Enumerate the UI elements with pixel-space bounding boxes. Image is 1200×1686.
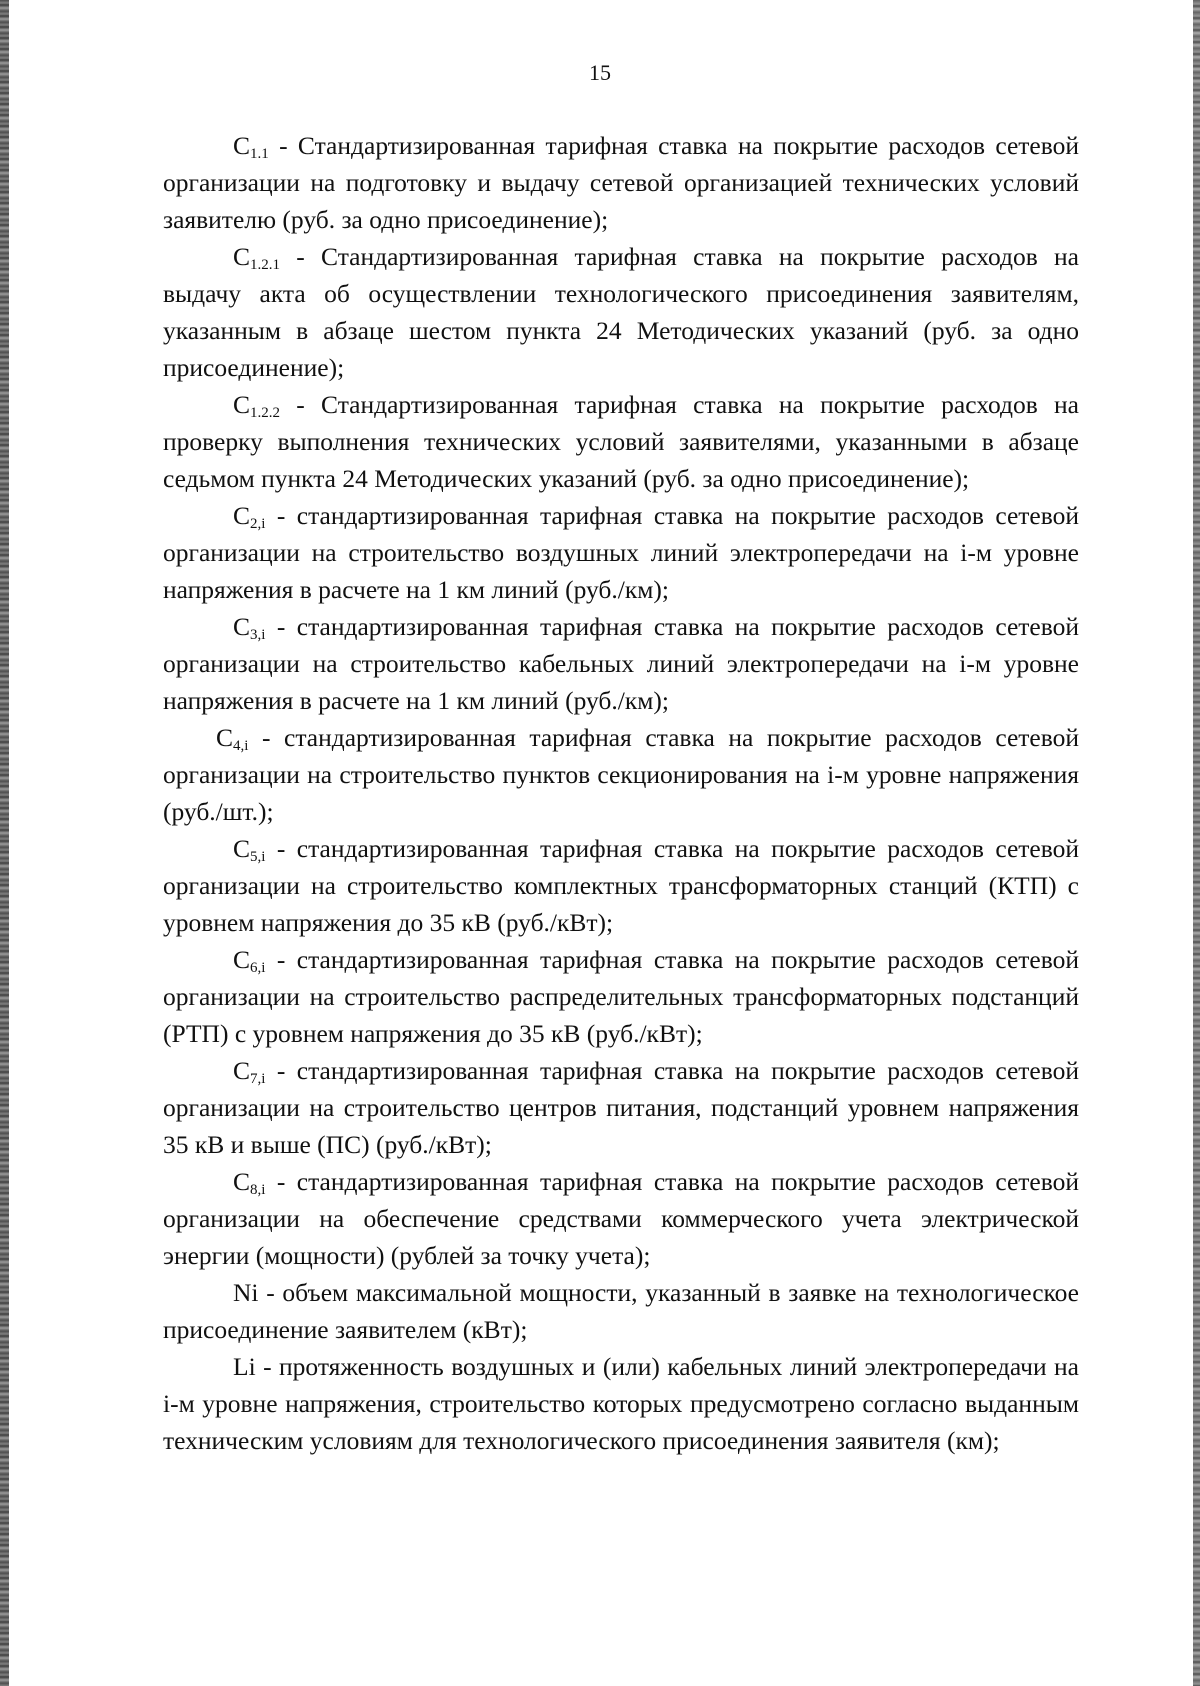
page-number: 15 <box>589 60 611 85</box>
definition-text: - стандартизированная тарифная ставка на покрытие расходов сетевой организации на строительство воздушных линий электропередачи на i-м уровне напряжения в расчете на 1 км линий (руб./км); <box>163 501 1079 604</box>
definition-text: - протяженность воздушных и (или) кабельных линий электропередачи на i-м уровне напряжения, строительство которых предусмотрено согласно выданным техническим условиям для технологического присоединения заявителя (км); <box>163 1352 1079 1455</box>
definition-c5-i <box>163 830 1079 941</box>
definition-symbol: Ni <box>233 1278 259 1307</box>
scan-edge-right <box>1193 0 1200 1686</box>
definition-symbol: $C_{3,i}$ <box>233 612 266 643</box>
definition-c7-i <box>163 1052 1079 1163</box>
definition-c8-i <box>163 1163 1079 1274</box>
definition-symbol: Li <box>233 1352 256 1381</box>
definition-text: - объем максимальной мощности, указанный в заявке на технологическое присоединение заявителем (кВт); <box>163 1278 1079 1344</box>
definition-c1-2-1 <box>163 238 1079 386</box>
document-body <box>163 127 1079 1459</box>
scan-edge-left <box>0 0 9 1686</box>
definition-symbol: $C_{8,i}$ <box>233 1167 266 1198</box>
definition-text: - стандартизированная тарифная ставка на покрытие расходов сетевой организации на строительство пунктов секционирования на i-м уровне напряжения (руб./шт.); <box>163 723 1079 826</box>
definition-c2-i <box>163 497 1079 608</box>
definition-symbol: $C_{4,i}$ <box>216 723 249 754</box>
definition-text: - стандартизированная тарифная ставка на покрытие расходов сетевой организации на строительство центров питания, подстанций уровнем напряжения 35 кВ и выше (ПС) (руб./кВт); <box>163 1056 1079 1159</box>
definition-symbol: $C_{1.2.1}$ <box>233 242 281 273</box>
definition-text: - стандартизированная тарифная ставка на покрытие расходов сетевой организации на строительство комплектных трансформаторных станций (КТП) с уровнем напряжения до 35 кВ (руб./кВт); <box>163 834 1079 937</box>
definition-text: - Стандартизированная тарифная ставка на покрытие расходов сетевой организации на подготовку и выдачу сетевой организацией технических условий заявителю (руб. за одно присоединение); <box>163 131 1079 234</box>
definition-text: - стандартизированная тарифная ставка на покрытие расходов сетевой организации на обеспечение средствами коммерческого учета электрической энергии (мощности) (рублей за точку учета); <box>163 1167 1079 1270</box>
definition-text: - стандартизированная тарифная ставка на покрытие расходов сетевой организации на строительство распределительных трансформаторных подстанций (РТП) с уровнем напряжения до 35 кВ (руб./кВт); <box>163 945 1079 1048</box>
definition-c1-2-2 <box>163 386 1079 497</box>
definition-symbol: $C_{5,i}$ <box>233 834 266 865</box>
definition-c4-i <box>163 719 1079 830</box>
definition-symbol: $C_{7,i}$ <box>233 1056 266 1087</box>
definition-li <box>163 1348 1079 1459</box>
definition-text: - Стандартизированная тарифная ставка на покрытие расходов на проверку выполнения технических условий заявителями, указанными в абзаце седьмом пункта 24 Методических указаний (руб. за одно присоединение); <box>163 390 1079 493</box>
definition-symbol: $C_{6,i}$ <box>233 945 266 976</box>
definition-symbol: $C_{2,i}$ <box>233 501 266 532</box>
definition-text: - Стандартизированная тарифная ставка на покрытие расходов на выдачу акта об осуществлении технологического присоединения заявителям, указанным в абзаце шестом пункта 24 Методических указаний (руб. за одно присоединение); <box>163 242 1079 382</box>
definition-c1-1 <box>163 127 1079 238</box>
definition-c3-i <box>163 608 1079 719</box>
definition-symbol: $C_{1.1}$ <box>233 131 269 162</box>
definition-text: - стандартизированная тарифная ставка на покрытие расходов сетевой организации на строительство кабельных линий электропередачи на i-м уровне напряжения в расчете на 1 км линий (руб./км); <box>163 612 1079 715</box>
definition-ni <box>163 1274 1079 1348</box>
definition-symbol: $C_{1.2.2}$ <box>233 390 281 421</box>
definition-c6-i <box>163 941 1079 1052</box>
